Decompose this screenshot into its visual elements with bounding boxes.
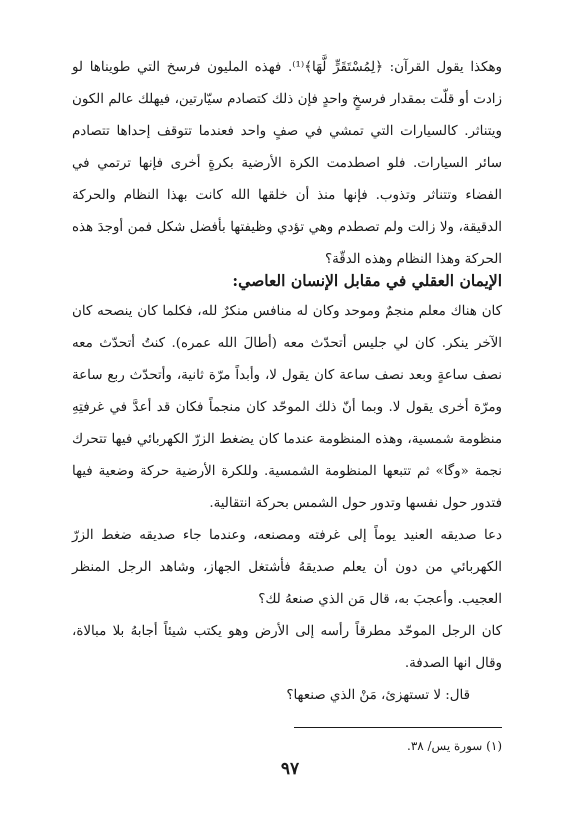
paragraph-4: كان الرجل الموحّد مطرقاً رأسه إلى الأرض وهو يكتب شيئاً أجابهُ بلا مبالاة، وقال انها الصدفة. bbox=[72, 624, 502, 671]
footnote-divider bbox=[294, 727, 502, 728]
paragraph-1: وهكذا يقول القرآن: ﴿لِمُسْتَقَرٍّ لَّهَا﴾⁽¹⁾. فهذه المليون فرسخ التي طويناها لو زادت أو قلّت بمقدار فرسخٍ واحدٍ فإن ذلك كتصادم سيّارتين، فيهلك عالم الكون ويتناثر. كالسيارات التي تمشي في صفٍ واحد فعندما تتوقف إحداها تتصادم سائر السيارات. فلو اصطدمت الكرة الأرضية بكرةٍ أخرى فإنها ترتمي في الفضاء وتتناثر وتذوب. فإنها منذ أن خلقها الله كانت بهذا النظام والحركة الدقيقة، ولا زالت ولم تصطدم وهي تؤدي وظيفتها بأفضل شكل فمن أوجدَ هذه الحركة وهذا النظام وهذه الدقّة؟ bbox=[72, 60, 502, 267]
paragraph-5: قال: لا تستهزئ، مَنْ الذي صنعها؟ bbox=[286, 688, 470, 703]
page-number: ٩٧ bbox=[280, 759, 300, 779]
section-heading: الإيمان العقلي في مقابل الإنسان العاصي: bbox=[232, 271, 502, 290]
paragraph-3: دعا صديقه العنيد يوماً إلى غرفته ومصنعه، وعندما جاء صديقه ضغط الزرّ الكهربائي من دون أن يعلم صديقهُ فأشتغل الجهاز، وشاهد الرجل المنظر العجيب. وأعجبَ به، قال مَن الذي صنعهُ لك؟ bbox=[72, 528, 502, 607]
paragraph-2: كان هناك معلم منجمٌ وموحد وكان له منافس منكرٌ لله، فكلما كان ينصحه كان الآخر ينكر. كان لي جليس أتحدّث معه (أطالَ الله عمره). كنتُ أتحدّث معه نصف ساعةٍ وبعد نصف ساعة كان يقول لا، وأبداً مرّة ثانية، وأتحدّث ربع ساعة ومرّة أخرى يقول لا. وبما أنّ ذلك الموحّد كان منجماً فكان قد أعدَّ في غرفتِهِ منظومة شمسية، وهذه المنظومة عندما كان يضغط الزرّ الكهربائي فيها تتحرك نجمة «وگا» ثم تتبعها المنظومة الشمسية. وللكرة الأرضية حركة وضعية فيها فتدور حول نفسها وتدور حول الشمس بحركة انتقالية. bbox=[72, 304, 502, 511]
footnote: (١) سورة يس/ ٣٨. bbox=[406, 739, 502, 753]
